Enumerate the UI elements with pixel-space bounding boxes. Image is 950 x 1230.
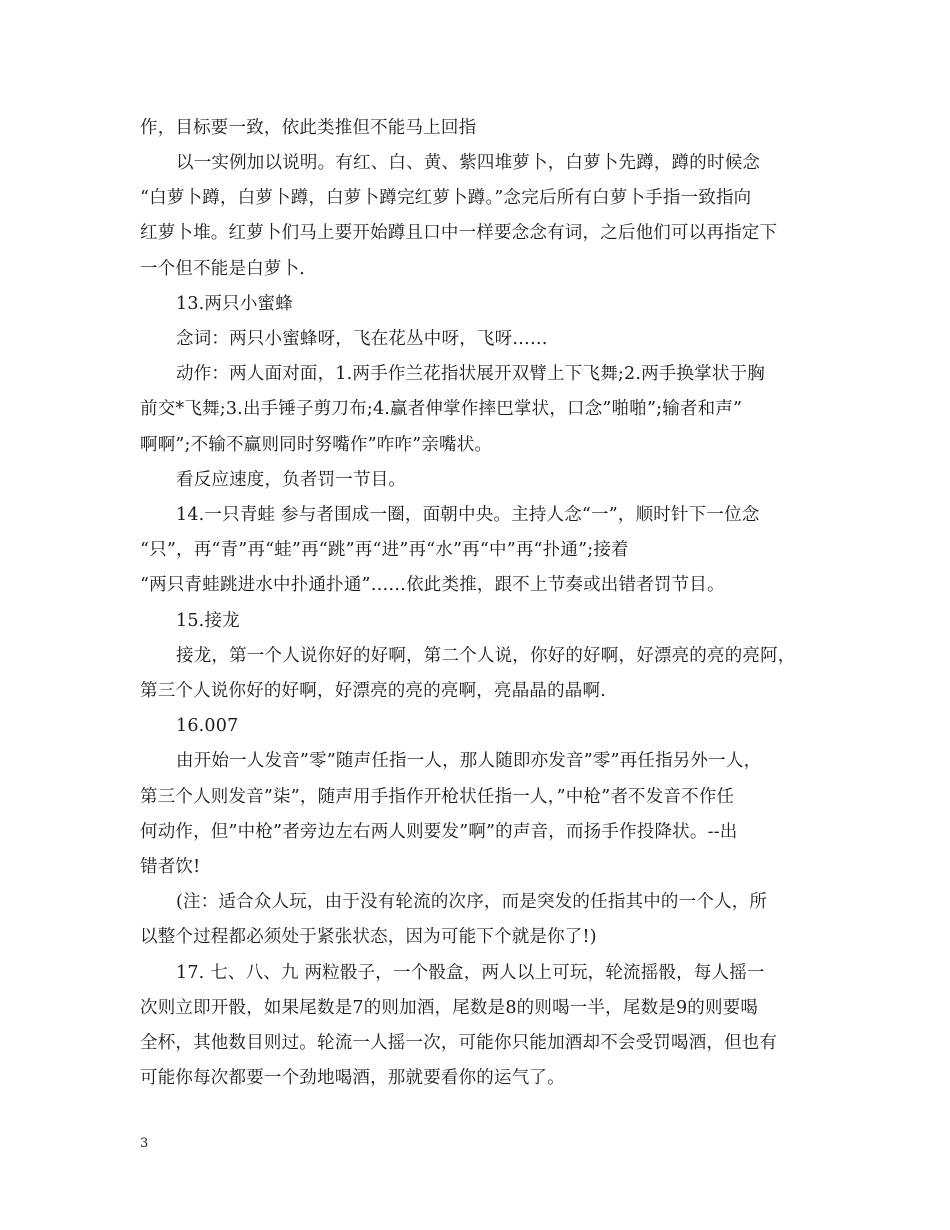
text-line: 以一实例加以说明。有红、白、黄、紫四堆萝卜，白萝卜先蹲，蹲的时候念 bbox=[176, 153, 761, 173]
text-line: 由开始一人发音”零”随声任指一人，那人随即亦发音”零”再任指另外一人， bbox=[176, 751, 762, 771]
text-line: “白萝卜蹲，白萝卜蹲，白萝卜蹲完红萝卜蹲。”念完后所有白萝卜手指一致指向 bbox=[140, 188, 752, 208]
section-heading: 17. 七、八、九 两粒骰子，一个骰盒，两人以上可玩，轮流摇骰，每人摇一 bbox=[176, 963, 765, 983]
section-heading: 13.两只小蜜蜂 bbox=[176, 294, 293, 314]
text-line: 看反应速度，负者罚一节目。 bbox=[176, 470, 407, 490]
page-number: 3 bbox=[140, 1136, 149, 1151]
text-line: 作，目标要一致，依此类推但不能马上回指 bbox=[140, 118, 477, 138]
text-line: “两只青蛙跳进水中扑通扑通”……依此类推，跟不上节奏或出错者罚节目。 bbox=[140, 575, 725, 595]
text-line: 可能你每次都要一个劲地喝酒，那就要看你的运气了。 bbox=[140, 1068, 565, 1088]
text-line: 红萝卜堆。红萝卜们马上要开始蹲且口中一样要念念有词，之后他们可以再指定下 bbox=[140, 223, 778, 243]
text-line: 错者饮! bbox=[140, 857, 201, 877]
text-line: 啊啊”;不输不赢则同时努嘴作”咋咋”亲嘴状。 bbox=[140, 435, 493, 455]
text-line: 接龙，第一个人说你好的好啊，第二个人说，你好的好啊，好漂亮的亮的亮阿， bbox=[176, 646, 796, 666]
text-line: 全杯，其他数目则过。轮流一人摇一次，可能你只能加酒却不会受罚喝酒，但也有 bbox=[140, 1033, 778, 1053]
text-line: “只”，再“青”再“蛙”再“跳”再“进”再“水”再“中”再“扑通”;接着 bbox=[140, 540, 629, 560]
text-line: 一个但不能是白萝卜. bbox=[140, 259, 306, 279]
section-heading: 15.接龙 bbox=[176, 611, 240, 631]
text-line: 何动作，但”中枪”者旁边左右两人则要发”啊”的声音，而扬手作投降状。--出 bbox=[140, 822, 738, 842]
text-line: 次则立即开骰，如果尾数是7的则加酒，尾数是8的则喝一半，尾数是9的则要喝 bbox=[140, 998, 759, 1018]
section-heading: 14.一只青蛙 参与者围成一圈，面朝中央。主持人念“一”，顺时针下一位念 bbox=[176, 505, 760, 525]
section-heading: 16.007 bbox=[176, 716, 239, 736]
text-line: 动作：两人面对面，1.两手作兰花指状展开双臂上下飞舞;2.两手换掌状于胸 bbox=[176, 364, 765, 384]
note-line: 以整个过程都必须处于紧张状态，因为可能下个就是你了!) bbox=[140, 927, 597, 947]
text-line: 第三个人说你好的好啊，好漂亮的亮的亮啊，亮晶晶的晶啊. bbox=[140, 681, 606, 701]
text-line: 念词：两只小蜜蜂呀，飞在花丛中呀，飞呀…… bbox=[176, 329, 548, 349]
text-line: 第三个人则发音”柒”，随声用手指作开枪状任指一人，”中枪”者不发音不作任 bbox=[140, 787, 735, 807]
note-line: (注：适合众人玩，由于没有轮流的次序，而是突发的任指其中的一个人，所 bbox=[176, 892, 768, 912]
text-line: 前交*飞舞;3.出手锤子剪刀布;4.赢者伸掌作摔巴掌状，口念”啪啪”;输者和声” bbox=[140, 399, 743, 419]
